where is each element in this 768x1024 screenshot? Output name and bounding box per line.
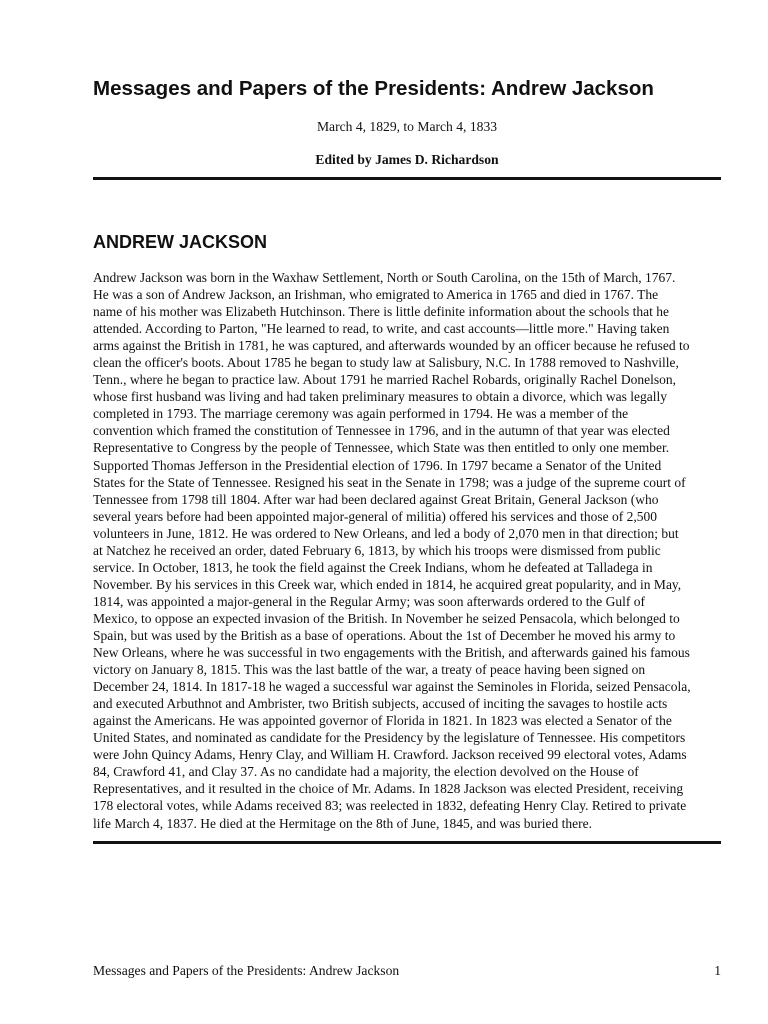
term-dates: March 4, 1829, to March 4, 1833 — [316, 119, 498, 134]
paragraph-line: were John Quincy Adams, Henry Clay, and William H. Crawford. Jackson received 99 electoral votes, Adams — [93, 747, 687, 763]
paragraph-line: United States, and nominated as candidate for the Presidency by the legislature of Tennessee. His competitors — [93, 730, 686, 746]
document-title: Messages and Papers of the Presidents: Andrew Jackson — [93, 77, 654, 100]
top-divider — [93, 177, 721, 180]
page-number: 1 — [714, 963, 721, 978]
paragraph-line: service. In October, 1813, he took the field against the Creek Indians, whom he defeated at Talladega in — [93, 559, 653, 575]
paragraph-line: attended. According to Parton, "He learned to read, to write, and cast accounts—little more." Having taken — [93, 321, 670, 337]
paragraph-line: clean the officer's boots. About 1785 he began to study law at Salisbury, N.C. In 1788 removed to Nashville, — [93, 355, 679, 371]
paragraph-line: Tenn., where he began to practice law. About 1791 he married Rachel Robards, originally Rachel Donelson, — [93, 372, 676, 388]
paragraph-line: 178 electoral votes, while Adams received 83; was reelected in 1832, defeating Henry Clay. Retired to private — [93, 798, 687, 814]
paragraph-line: Tennessee from 1798 till 1804. After war had been declared against Great Britain, General Jackson (who — [93, 491, 659, 507]
paragraph-line: whose first husband was living and had taken preliminary measures to obtain a divorce, which was legally — [93, 389, 667, 405]
paragraph-line: Spain, but was used by the British as a base of operations. About the 1st of December he moved his army to — [93, 627, 676, 643]
paragraph-line: and executed Arbuthnot and Ambrister, two British subjects, accused of inciting the savages to hostile acts — [93, 696, 668, 712]
paragraph-line: December 24, 1814. In 1817-18 he waged a successful war against the Seminoles in Florida, seized Pensacola, — [93, 679, 691, 695]
paragraph-line: completed in 1793. The marriage ceremony was again performed in 1794. He was a member of the — [93, 406, 629, 422]
paragraph-line: name of his mother was Elizabeth Hutchinson. There is little definite information about the schools that he — [93, 304, 669, 320]
section-heading: ANDREW JACKSON — [93, 232, 268, 252]
paragraph-line: 1814, was appointed a major-general in the Regular Army; was soon afterwards ordered to the Gulf of — [93, 593, 645, 609]
paragraph-line: volunteers in June, 1812. He was ordered to New Orleans, and led a body of 2,070 men in that direction; but — [93, 525, 679, 541]
paragraph-line: at Natchez he received an order, dated February 6, 1813, by which his troops were dismissed from public — [93, 542, 661, 558]
paragraph-line: arms against the British in 1781, he was captured, and afterwards wounded by an officer because he refused to — [93, 338, 690, 354]
paragraph-line: Andrew Jackson was born in the Waxhaw Settlement, North or South Carolina, on the 15th of March, 1767. — [93, 270, 676, 285]
biography-paragraph — [93, 269, 733, 832]
editor-credit: Edited by James D. Richardson — [315, 152, 499, 167]
paragraph-line: Supported Thomas Jefferson in the Presidential election of 1796. In 1797 became a Senator of the United — [93, 457, 662, 473]
paragraph-line: Representatives, and it resulted in the choice of Mr. Adams. In 1828 Jackson was elected President, receiving — [93, 781, 684, 797]
paragraph-line: victory on January 8, 1815. This was the last battle of the war, a treaty of peace having been signed on — [93, 662, 646, 678]
footer-title: Messages and Papers of the Presidents: Andrew Jackson — [93, 963, 400, 978]
paragraph-line: He was a son of Andrew Jackson, an Irishman, who emigrated to America in 1765 and died in 1767. The — [93, 287, 659, 303]
paragraph-line: States for the State of Tennessee. Resigned his seat in the Senate in 1798; was a judge of the supreme court of — [93, 474, 686, 490]
paragraph-line: November. By his services in this Creek war, which ended in 1814, he acquired great popularity, and in May, — [93, 576, 682, 592]
paragraph-line: several years before had been appointed major-general of militia) offered his services and those of 2,500 — [93, 508, 658, 524]
paragraph-line: Representative to Congress by the people of Tennessee, which State was then entitled to only one member. — [93, 440, 670, 456]
bottom-divider — [93, 841, 721, 844]
paragraph-line: 84, Crawford 41, and Clay 37. As no candidate had a majority, the election devolved on the House of — [93, 764, 639, 780]
paragraph-line: convention which framed the constitution of Tennessee in 1796, and in the autumn of that year was elected — [93, 423, 670, 439]
paragraph-line: life March 4, 1837. He died at the Hermitage on the 8th of June, 1845, and was buried there. — [93, 815, 592, 831]
paragraph-line: Mexico, to oppose an expected invasion of the British. In November he seized Pensacola, which belonged to — [93, 610, 680, 626]
paragraph-line: against the Americans. He was appointed governor of Florida in 1821. In 1823 was elected a Senator of the — [93, 713, 672, 729]
paragraph-line: New Orleans, where he was successful in two engagements with the British, and afterwards gained his famous — [93, 645, 690, 661]
